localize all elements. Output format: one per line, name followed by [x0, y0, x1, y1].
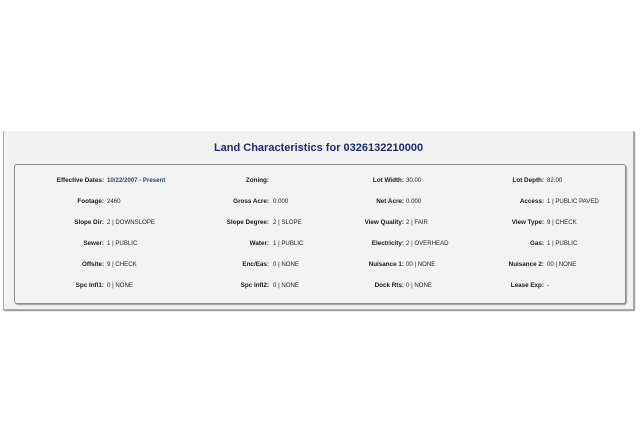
grid-row: [15, 217, 625, 229]
view-quality-label: View Quality:: [364, 219, 404, 226]
spc-infl2-value: 0 | NONE: [273, 282, 299, 289]
gross-acre-value: 0.000: [273, 198, 289, 205]
nuisance-1-value: 00 | NONE: [406, 261, 436, 268]
view-quality-value: 2 | FAIR: [406, 219, 428, 226]
water-value: 1 | PUBLIC: [273, 240, 304, 247]
grid-row: [15, 175, 625, 187]
offsite-label: Offsite:: [81, 261, 104, 268]
spc-infl2-label: Spc Infl2:: [240, 282, 269, 289]
grid-row: [15, 259, 625, 271]
enc-eas-value: 0 | NONE: [273, 261, 299, 268]
dock-rts-label: Dock Rts:: [374, 282, 404, 289]
footage-value: 2460: [107, 198, 121, 205]
land-characteristics-panel: [3, 131, 634, 310]
spc-infl1-label: Spc Infl1:: [75, 282, 104, 289]
zoning-label: Zoning:: [245, 177, 269, 184]
nuisance-2-value: 00 | NONE: [547, 261, 577, 268]
lot-depth-label: Lot Depth:: [512, 177, 544, 184]
dock-rts-value: 0 | NONE: [406, 282, 432, 289]
grid-row: [15, 196, 625, 208]
grid-row: [15, 238, 625, 250]
slope-degree-value: 2 | SLOPE: [273, 219, 302, 226]
slope-dir-label: Slope Dir:: [74, 219, 104, 226]
electricity-value: 2 | OVERHEAD: [406, 240, 449, 247]
slope-dir-value: 2 | DOWNSLOPE: [107, 219, 155, 226]
electricity-label: Electricity:: [371, 240, 404, 247]
net-acre-label: Net Acre:: [376, 198, 404, 205]
slope-degree-label: Slope Degree:: [226, 219, 269, 226]
lease-exp-label: Lease Exp:: [510, 282, 544, 289]
grid-row: [15, 280, 625, 292]
lot-width-value: 30.00: [406, 177, 422, 184]
spc-infl1-value: 0 | NONE: [107, 282, 133, 289]
footage-label: Footage:: [77, 198, 104, 205]
gross-acre-label: Gross Acre:: [233, 198, 269, 205]
lease-exp-value: -: [547, 282, 550, 289]
view-type-value: 9 | CHECK: [547, 219, 577, 226]
lot-depth-value: 82.00: [547, 177, 563, 184]
page-title: Land Characteristics for 0326132210000: [213, 142, 424, 154]
effective-dates-value: 10/22/2007 - Present: [107, 177, 166, 184]
view-type-label: View Type:: [511, 219, 544, 226]
access-label: Access:: [519, 198, 544, 205]
nuisance-2-label: Nuisance 2:: [508, 261, 544, 268]
effective-dates-label: Effective Dates:: [56, 177, 104, 184]
water-label: Water:: [249, 240, 269, 247]
access-value: 1 | PUBLIC PAVED: [547, 198, 599, 205]
sewer-value: 1 | PUBLIC: [107, 240, 138, 247]
nuisance-1-label: Nuisance 1:: [368, 261, 404, 268]
enc-eas-label: Enc/Eas:: [242, 261, 269, 268]
gas-label: Gas:: [530, 240, 544, 247]
sewer-label: Sewer:: [83, 240, 104, 247]
offsite-value: 9 | CHECK: [107, 261, 137, 268]
gas-value: 1 | PUBLIC: [547, 240, 578, 247]
net-acre-value: 0.000: [406, 198, 422, 205]
lot-width-label: Lot Width:: [372, 177, 404, 184]
characteristics-grid: [14, 164, 626, 304]
